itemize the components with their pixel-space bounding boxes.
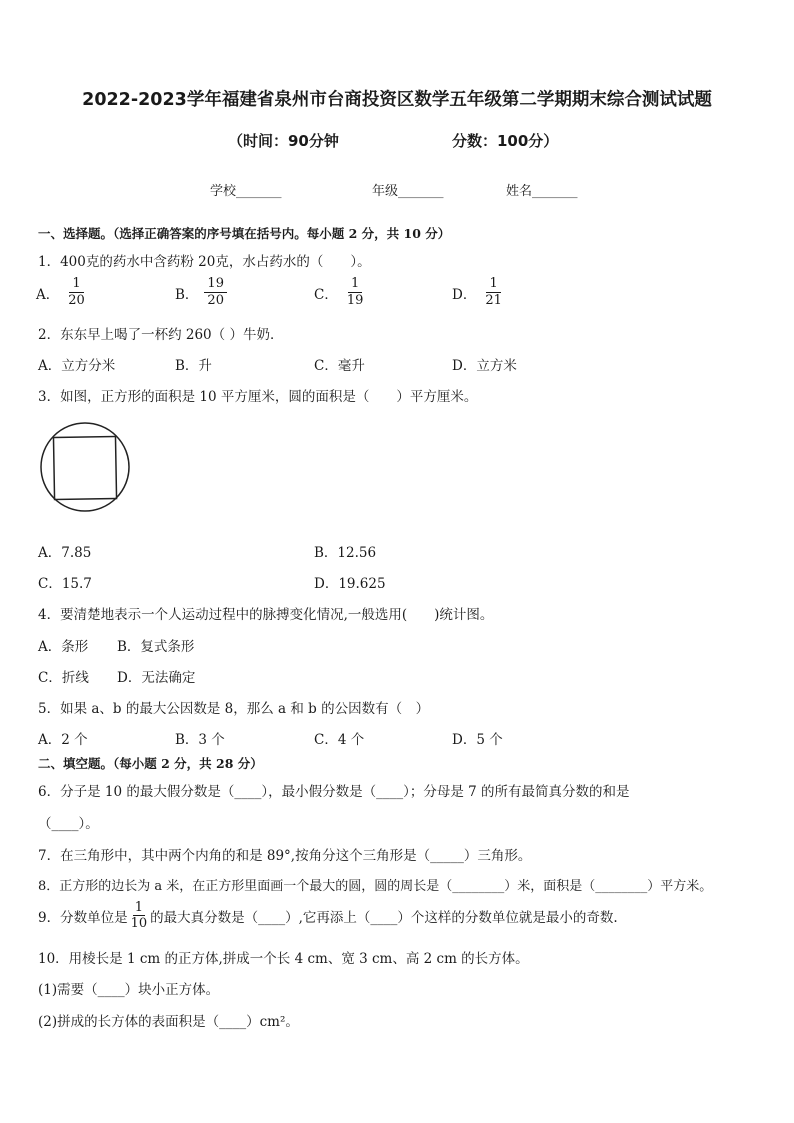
q4-option-d: D．无法确定 xyxy=(117,670,196,686)
q5-option-d: D．5 个 xyxy=(452,732,503,748)
q2-option-b: B．升 xyxy=(175,358,212,374)
fraction-numerator: 19 xyxy=(204,276,227,293)
q2-option-d: D．立方米 xyxy=(452,358,517,374)
q1-option-c xyxy=(314,276,366,309)
section-heading-fill: 二、填空题。（每小题 2 分，共 28 分） xyxy=(38,756,263,771)
q3-option-c: C．15.7 xyxy=(38,576,92,592)
question-10-part-2: (2)拼成的长方体的表面积是（____）cm²。 xyxy=(38,1014,299,1030)
fraction xyxy=(65,276,88,309)
question-3: 3．如图，正方形的面积是 10 平方厘米，圆的面积是（ ）平方厘米。 xyxy=(38,389,478,405)
q4-option-a: A．条形 xyxy=(38,639,89,655)
q1-option-b xyxy=(175,276,227,309)
option-label: B． xyxy=(175,286,199,303)
option-label: C． xyxy=(314,286,338,303)
fraction-denominator: 10 xyxy=(130,916,148,931)
fraction xyxy=(482,276,505,309)
q5-option-b: B．3 个 xyxy=(175,732,225,748)
question-4: 4．要清楚地表示一个人运动过程中的脉搏变化情况,一般选用( )统计图。 xyxy=(38,607,494,623)
question-10: 10．用棱长是 1 cm 的正方体,拼成一个长 4 cm、宽 3 cm、高 2 cm 的长方体。 xyxy=(38,951,529,967)
question-2: 2．东东早上喝了一杯约 260（ ）牛奶． xyxy=(38,327,284,343)
school-field: 学校_______ xyxy=(210,184,282,199)
option-label: A． xyxy=(36,286,60,303)
name-field: 姓名_______ xyxy=(506,184,578,199)
q4-option-b: B．复式条形 xyxy=(117,639,195,655)
fraction-denominator: 19 xyxy=(346,293,364,308)
fraction-denominator: 20 xyxy=(207,293,224,308)
q9-prefix: 9．分数单位是 xyxy=(38,909,128,926)
q2-option-c: C．毫升 xyxy=(314,358,365,374)
grade-field: 年级_______ xyxy=(372,184,444,199)
option-label: D． xyxy=(452,286,477,303)
question-6: 6．分子是 10 的最大假分数是（____），最小假分数是（____）；分母是 7 的所有最简真分数的和是 xyxy=(38,784,630,800)
question-9 xyxy=(38,900,618,931)
fraction xyxy=(129,900,150,931)
fraction xyxy=(204,276,227,309)
question-5: 5．如果 a、b 的最大公因数是 8，那么 a 和 b 的公因数有（ ） xyxy=(38,701,430,717)
exam-score: 分数：100分） xyxy=(452,132,559,150)
question-1: 1．400克的药水中含药粉 20克，水占药水的（ ）。 xyxy=(38,254,371,270)
q5-option-a: A．2 个 xyxy=(38,732,88,748)
fraction-numerator: 1 xyxy=(486,276,500,293)
question-10-part-1: (1)需要（____）块小正方体。 xyxy=(38,982,220,998)
fraction-denominator: 20 xyxy=(68,293,85,308)
question-7: 7．在三角形中，其中两个内角的和是 89°,按角分这个三角形是（_____）三角形。 xyxy=(38,848,532,864)
q1-option-d xyxy=(452,276,505,309)
circle-square-figure xyxy=(38,420,134,516)
q9-suffix: 的最大真分数是（____）,它再添上（____）个这样的分数单位就是最小的奇数. xyxy=(150,909,618,926)
fraction-denominator: 21 xyxy=(485,293,502,308)
q2-option-a: A．立方分米 xyxy=(38,358,116,374)
fraction-numerator: 1 xyxy=(348,276,362,293)
q3-option-b: B．12.56 xyxy=(314,545,377,561)
q5-option-c: C．4 个 xyxy=(314,732,365,748)
fraction-numerator: 1 xyxy=(134,900,143,915)
question-6-continued: （____）。 xyxy=(38,816,99,832)
q4-option-c: C．折线 xyxy=(38,670,89,686)
q3-option-a: A．7.85 xyxy=(38,545,92,561)
fraction xyxy=(344,276,367,309)
fraction-numerator: 1 xyxy=(69,276,83,293)
exam-title: 2022-2023学年福建省泉州市台商投资区数学五年级第二学期期末综合测试试题 xyxy=(82,90,712,110)
question-8: 8．正方形的边长为 a 米，在正方形里面画一个最大的圆，圆的周长是（________）米，面积是（________）平方米。 xyxy=(38,879,713,894)
figure-square xyxy=(53,436,116,499)
q3-option-d: D．19.625 xyxy=(314,576,386,592)
exam-time: （时间：90分钟 xyxy=(228,132,339,150)
q1-option-a xyxy=(36,276,88,309)
section-heading-choice: 一、选择题。（选择正确答案的序号填在括号内。每小题 2 分，共 10 分） xyxy=(38,226,451,241)
